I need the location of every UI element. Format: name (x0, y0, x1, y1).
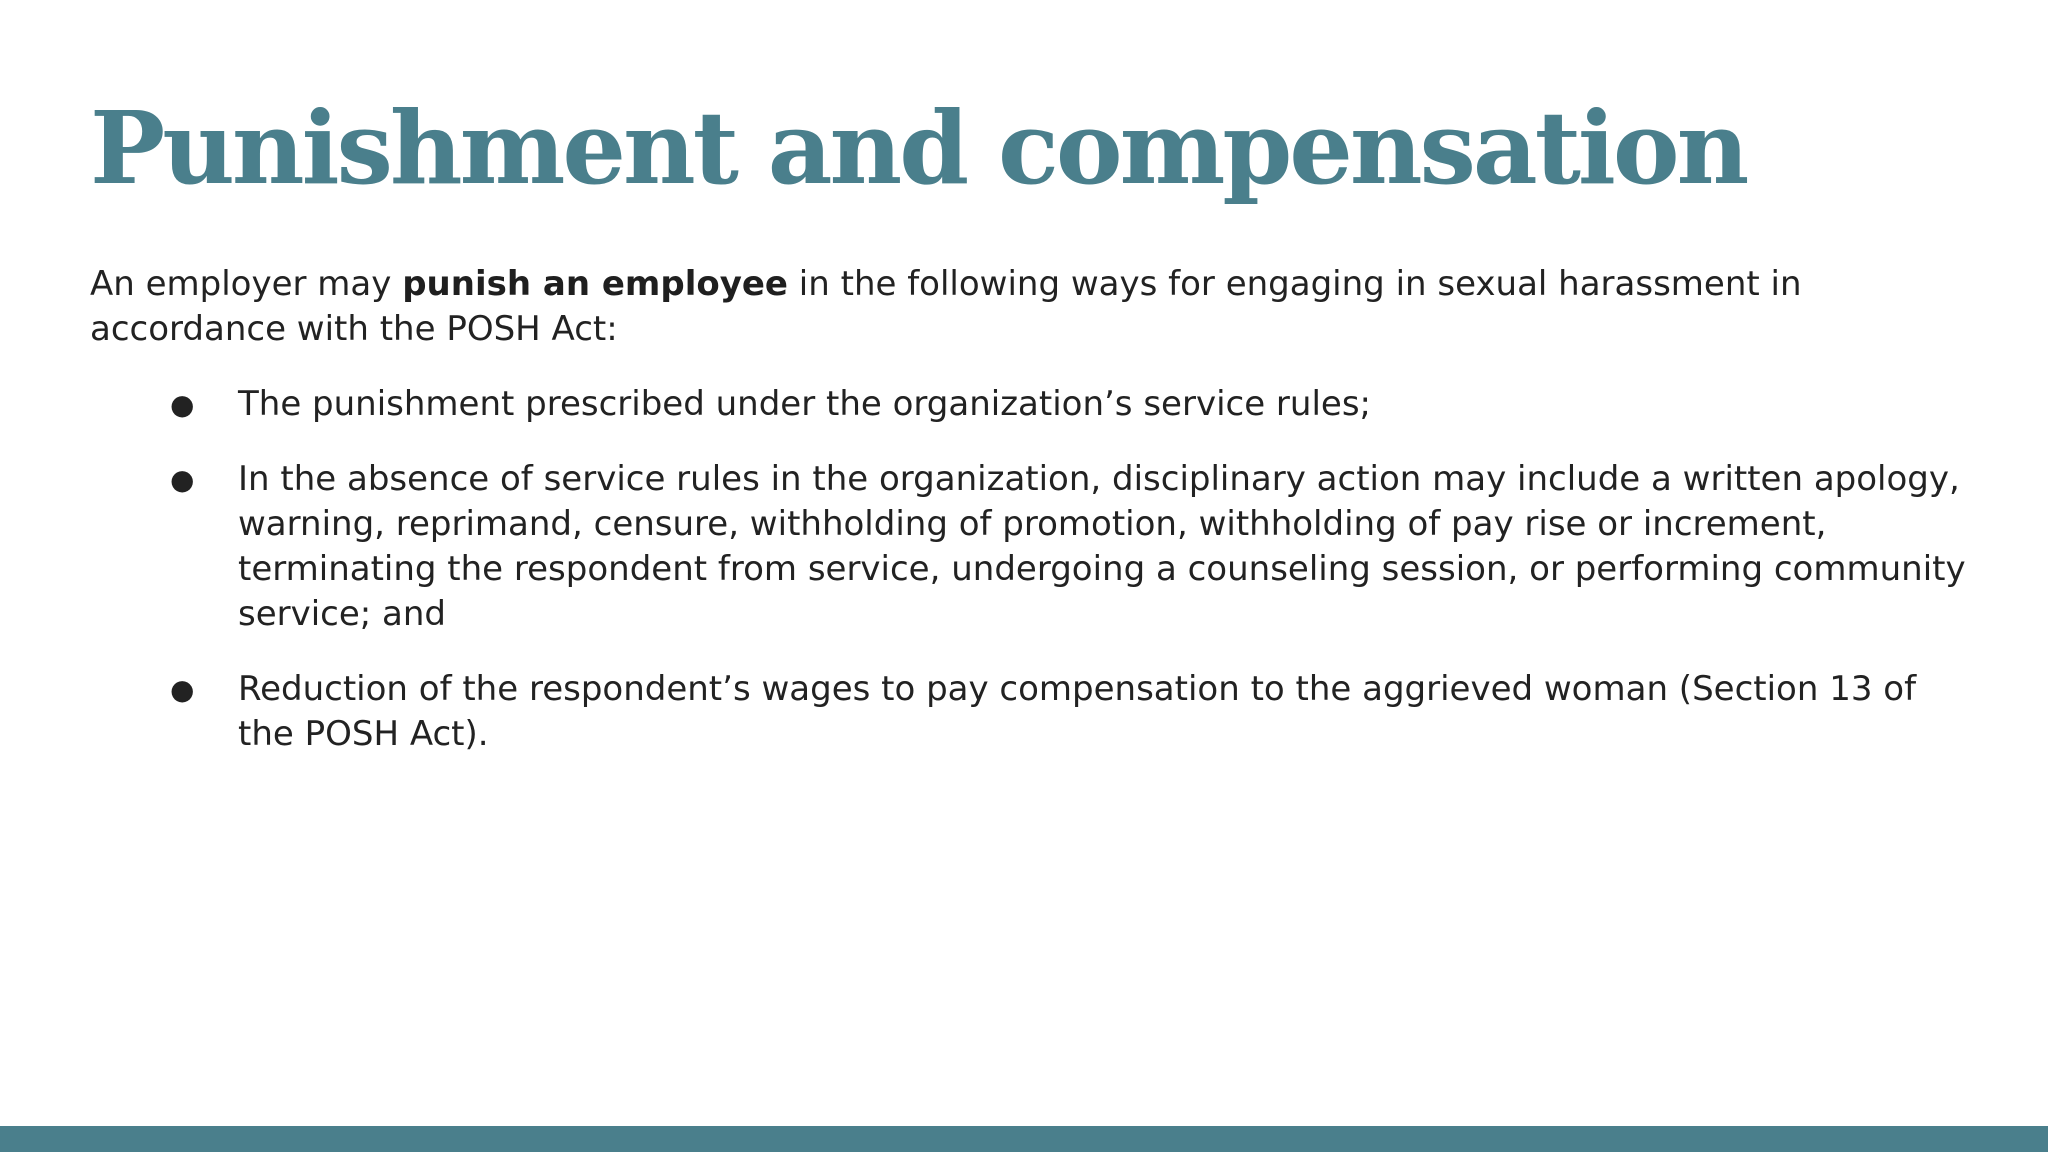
bullet-list (90, 382, 1970, 757)
bullet-text: In the absence of service rules in the organization, disciplinary action may include a written apology, warning, reprimand, censure, withholding of promotion, withholding of pay rise or increment, terminating the respondent from service, undergoing a counseling session, or performing community service; and (238, 459, 1966, 634)
bullet-item-wage-reduction (90, 667, 1970, 757)
footer-accent-bar (0, 1126, 2048, 1152)
bullet-item-disciplinary-action (90, 457, 1970, 637)
bullet-item-service-rules (90, 382, 1970, 427)
bullet-dot-icon: ● (170, 388, 195, 421)
intro-text-end: in the following ways for engaging in sexual harassment in accordance with the POSH Act: (90, 264, 1802, 349)
bullet-dot-icon: ● (170, 463, 195, 496)
bullet-dot-icon: ● (170, 673, 195, 706)
bullet-text: Reduction of the respondent’s wages to pay compensation to the aggrieved woman (Section 13 of the POSH Act). (238, 669, 1917, 754)
slide-body (90, 262, 1970, 787)
intro-paragraph (90, 262, 1970, 352)
intro-bold-phrase: punish an employee (402, 264, 788, 304)
slide-title: Punishment and compensation (90, 89, 1747, 207)
bullet-text: The punishment prescribed under the organization’s service rules; (238, 384, 1371, 424)
intro-text-start: An employer may (90, 264, 403, 304)
